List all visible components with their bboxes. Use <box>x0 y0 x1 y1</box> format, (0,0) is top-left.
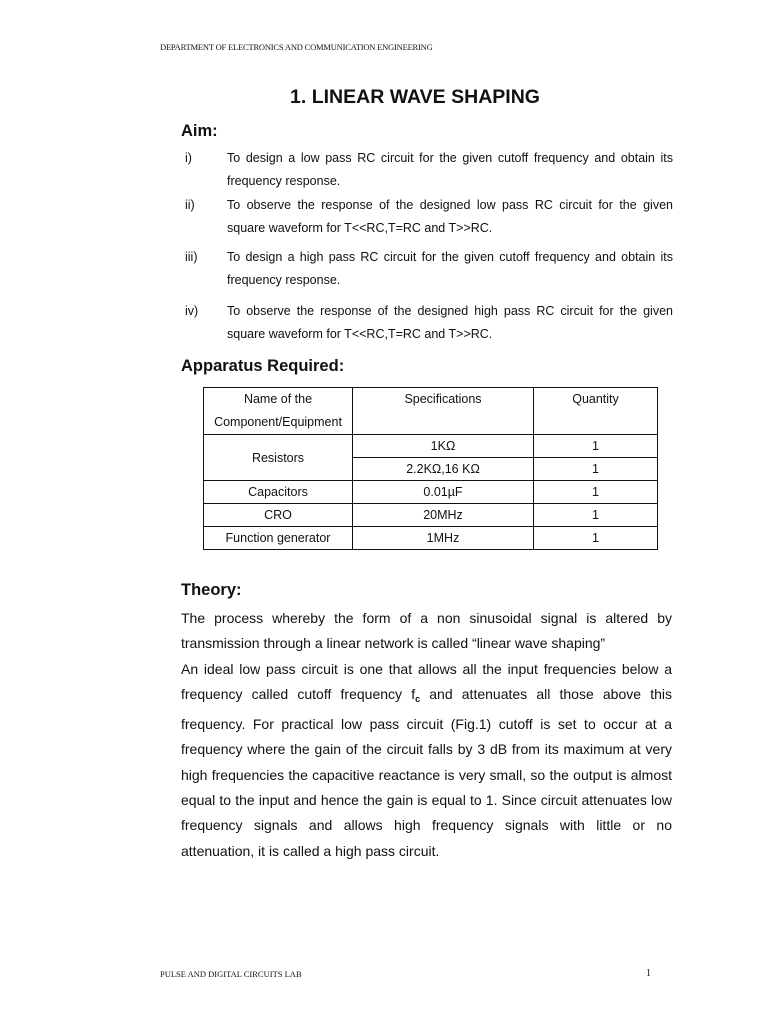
aim-item-text: To design a high pass RC circuit for the given cutoff frequency and obtain its frequency response. <box>227 250 673 287</box>
aim-item-number: iv) <box>185 304 199 318</box>
table-row <box>204 504 658 527</box>
aim-item-number: iii) <box>185 250 198 264</box>
cell-name-function-generator: Function generator <box>204 527 353 550</box>
cell-spec: 1KΩ <box>353 435 534 458</box>
aim-item-text: To design a low pass RC circuit for the given cutoff frequency and obtain its frequency response. <box>227 151 673 188</box>
cell-spec: 0.01µF <box>353 481 534 504</box>
theory-text-segment: and attenuates all those above this frequency. For practical low pass circuit (Fig.1) cutoff is set to occur at a frequency where the gain of the circuit falls by 3 dB from its maximum at very high frequencies the capacitive reactance is very small, so the output is almost equal to the input and hence the gain is equal to 1. Since circuit attenuates low frequency signals and allows high frequency signals with little or no attenuation, it is called a high pass circuit. <box>181 685 672 859</box>
page-title: 1. LINEAR WAVE SHAPING <box>290 86 540 108</box>
cutoff-frequency-symbol <box>411 686 420 702</box>
department-header: DEPARTMENT OF ELECTRONICS AND COMMUNICATION ENGINEERING <box>160 42 433 52</box>
page-number: 1 <box>646 968 651 979</box>
symbol-subscript-c: c <box>415 693 421 704</box>
cell-quantity: 1 <box>534 458 658 481</box>
apparatus-table <box>203 387 658 550</box>
column-header-quantity: Quantity <box>534 388 658 435</box>
cell-name-cro: CRO <box>204 504 353 527</box>
apparatus-heading: Apparatus Required: <box>181 357 345 375</box>
footer-lab-name: PULSE AND DIGITAL CIRCUITS LAB <box>160 969 302 979</box>
theory-text-segment: An ideal low pass circuit is one that allows all the input frequencies below a frequency called cutoff frequency <box>181 660 672 702</box>
aim-item-number: i) <box>185 151 192 165</box>
aim-item-text: To observe the response of the designed low pass RC circuit for the given square waveform for T<<RC,T=RC and T>>RC. <box>227 198 673 235</box>
cell-name-capacitors: Capacitors <box>204 481 353 504</box>
table-header-row <box>204 388 658 435</box>
cell-spec: 20MHz <box>353 504 534 527</box>
aim-item-number: ii) <box>185 198 195 212</box>
column-header-name: Name of the Component/Equipment <box>204 388 353 435</box>
aim-heading: Aim: <box>181 122 218 140</box>
theory-text <box>181 606 672 864</box>
table-row <box>204 481 658 504</box>
table-row <box>204 527 658 550</box>
cell-quantity: 1 <box>534 504 658 527</box>
cell-quantity: 1 <box>534 435 658 458</box>
symbol-f: f <box>411 685 416 702</box>
theory-paragraph-1: The process whereby the form of a non sinusoidal signal is altered by transmission through a linear network is called “linear wave shaping” <box>181 610 672 652</box>
cell-quantity: 1 <box>534 527 658 550</box>
cell-quantity: 1 <box>534 481 658 504</box>
table-row <box>204 435 658 458</box>
theory-paragraph-2 <box>181 657 672 864</box>
aim-item-text: To observe the response of the designed high pass RC circuit for the given square waveform for T<<RC,T=RC and T>>RC. <box>227 304 673 341</box>
cell-spec: 1MHz <box>353 527 534 550</box>
cell-spec: 2.2KΩ,16 KΩ <box>353 458 534 481</box>
theory-heading: Theory: <box>181 581 242 599</box>
column-header-specifications: Specifications <box>353 388 534 435</box>
cell-name-resistors: Resistors <box>204 435 353 481</box>
